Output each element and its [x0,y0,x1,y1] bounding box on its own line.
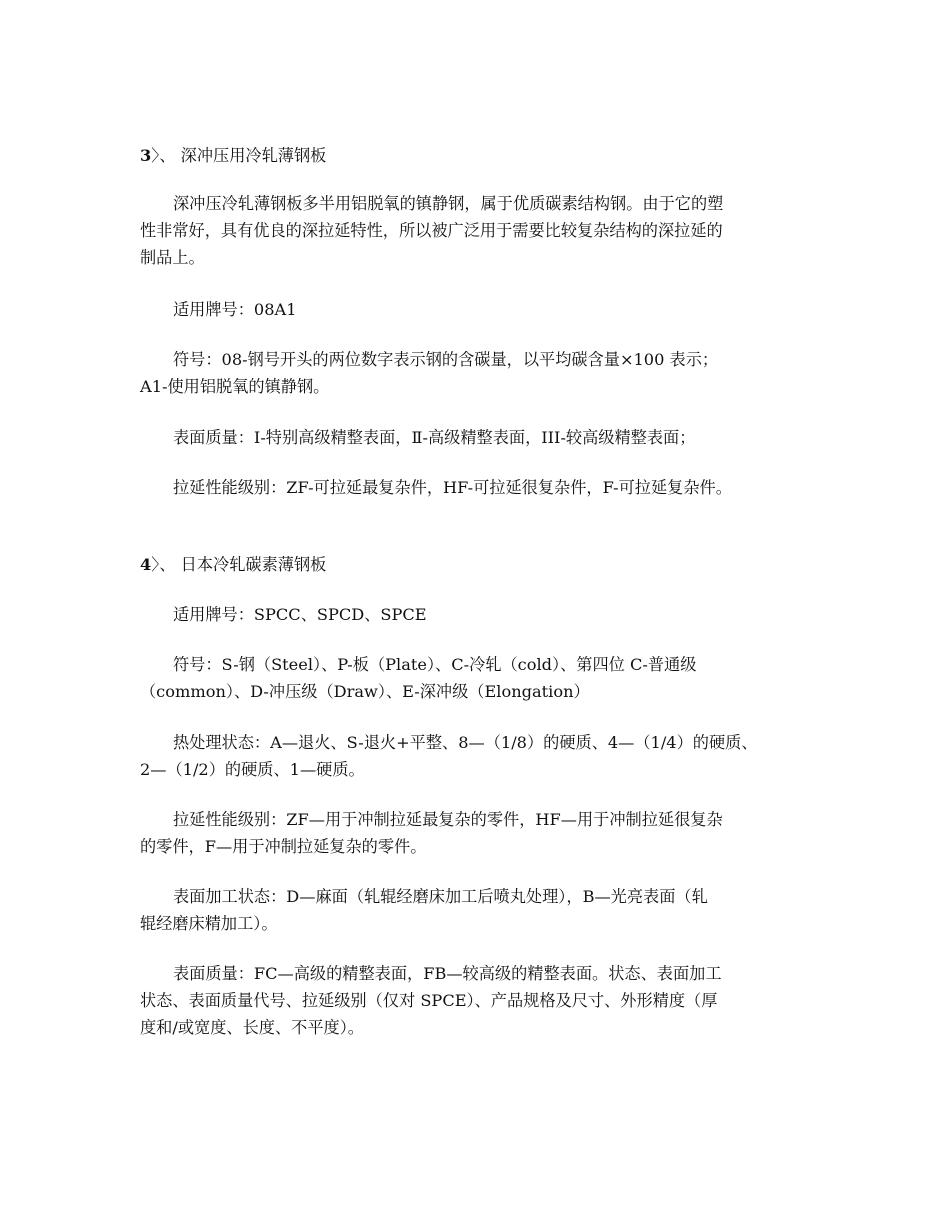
section-4-finish-line-2: 辊经磨床精加工）。 [140,914,278,933]
section-4-grade-line: 适用牌号：SPCC、SPCD、SPCE [173,605,427,624]
section-4-number: 4 [140,555,152,574]
section-3-symbol-line-2: A1-使用铝脱氧的镇静钢。 [140,377,330,396]
section-4-heat-line-1: 热处理状态：A—退火、S-退火+平整、8—（1/8）的硬质、4—（1/4）的硬质、 [173,733,758,752]
section-4-drawing-paragraph [140,806,830,860]
section-4-surface-line-3: 度和/或宽度、长度、不平度）。 [140,1018,364,1037]
section-3-symbol-paragraph [140,346,830,400]
section-4-heat-line-2: 2—（1/2）的硬质、1—硬质。 [140,760,365,779]
section-4-symbol-line-2: （common）、D-冲压级（Draw）、E-深冲级（Elongation） [140,682,590,701]
section-4-drawing-line-1: 拉延性能级别：ZF—用于冲制拉延最复杂的零件，HF—用于冲制拉延很复杂 [173,810,723,829]
section-3-grade-paragraph [140,296,830,323]
section-4-finish-line-1: 表面加工状态：D—麻面（轧辊经磨床加工后喷丸处理），B—光亮表面（轧 [173,887,708,906]
section-4-drawing-line-2: 的零件，F—用于冲制拉延复杂的零件。 [140,837,427,856]
section-4-surface-line-2: 状态、表面质量代号、拉延级别（仅对 SPCE）、产品规格及尺寸、外形精度（厚 [140,991,718,1010]
section-3-intro-line-2: 性非常好，具有优良的深拉延特性，所以被广泛用于需要比较复杂结构的深拉延的 [140,221,723,240]
section-4-symbol-paragraph [140,651,830,705]
section-4-heading [140,551,830,578]
section-4-finish-paragraph [140,883,830,937]
section-3-drawing-line: 拉延性能级别：ZF-可拉延最复杂件，HF-可拉延很复杂件，F-可拉延复杂件。 [173,478,732,497]
section-3-number: 3 [140,146,152,165]
section-4-surface-line-1: 表面质量：FC—高级的精整表面，FB—较高级的精整表面。状态、表面加工 [173,964,722,983]
section-3-drawing-paragraph [140,474,830,501]
section-3-symbol-line-1: 符号：08-钢号开头的两位数字表示钢的含碳量，以平均碳含量×100 表示； [173,350,719,369]
section-4-symbol-line-1: 符号：S-钢（Steel）、P-板（Plate）、C-冷轧（cold）、第四位 C-普通级 [173,655,697,674]
section-3-intro-line-3: 制品上。 [140,248,205,267]
section-4-surface-paragraph [140,960,830,1041]
section-3-title: 〉、 深冲压用冷轧薄钢板 [151,146,327,165]
section-3-intro-line-1: 深冲压冷轧薄钢板多半用铝脱氧的镇静钢，属于优质碳素结构钢。由于它的塑 [173,194,724,213]
section-3-intro-paragraph [140,190,830,271]
section-3-heading [140,142,830,169]
section-4-grade-paragraph [140,601,830,628]
section-4-heat-paragraph [140,729,830,783]
section-3-surface-line: 表面质量：Ⅰ-特别高级精整表面，Ⅱ-高级精整表面，III-较高级精整表面； [173,428,696,447]
section-4-title: 〉、 日本冷轧碳素薄钢板 [151,555,327,574]
section-3-grade-line: 适用牌号：08A1 [173,300,297,319]
section-3-surface-paragraph [140,424,830,451]
